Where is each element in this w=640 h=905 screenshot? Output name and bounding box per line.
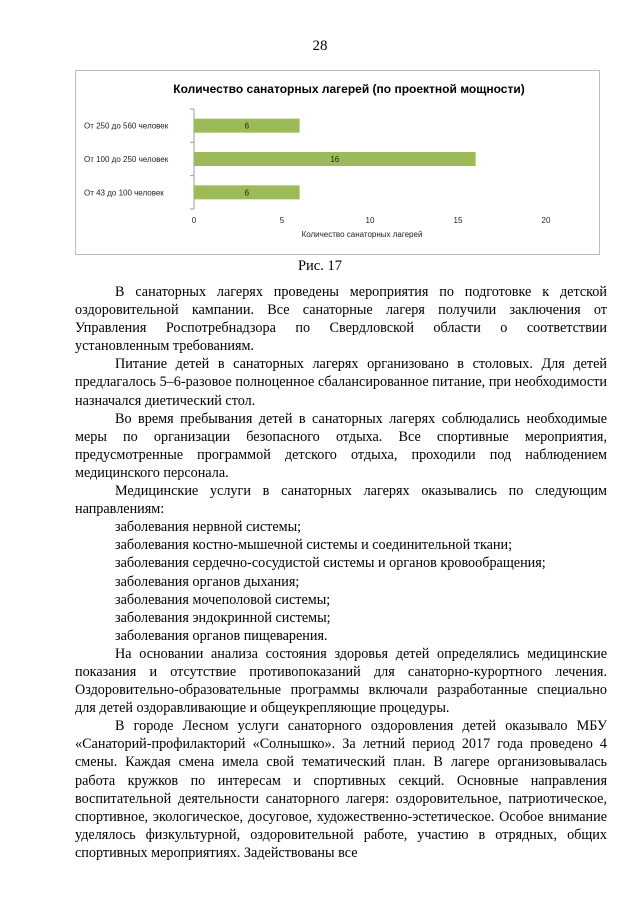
paragraph: Медицинские услуги в санаторных лагерях оказывались по следующим направлениям:	[75, 483, 607, 518]
paragraph: В городе Лесном услуги санаторного оздоровления детей оказывало МБУ «Санаторий-профилакторий «Солнышко». За летний период 2017 года проведено 4 смены. Каждая смена имела свой тематический план. В лагере организовывалась работа кружков по интересам и спортивных секций. Основные направления воспитательной деятельности санаторного лагеря: оздоровительное, патриотическое, спортивное, экологическое, досуговое, художественно-эстетическое. Особое внимание уделялось физкультурной, оздоровительной работе, участию в отрядных, общих спортивных мероприятиях. Задействованы все	[75, 718, 607, 861]
list-item: заболевания органов дыхания;	[115, 573, 300, 590]
paragraph: Во время пребывания детей в санаторных лагерях соблюдались необходимые меры по организации безопасного отдыха. Все спортивные мероприятия, предусмотренные программой детского отдыха, проходили под наблюдением медицинского персонала.	[75, 410, 607, 481]
data-label: 6	[244, 188, 250, 198]
list-item: заболевания костно-мышечной системы и соединительной ткани;	[115, 537, 513, 554]
paragraph: В санаторных лагерях проведены мероприятия по подготовке к детской оздоровительной кампании. Все санаторные лагеря получили заключения от Управления Роспотребнадзора по Свердловской области о соответствии установленным требованиям.	[75, 284, 607, 355]
chart-frame	[75, 70, 600, 255]
list-item: заболевания сердечно-сосудистой системы и органов кровообращения;	[115, 555, 546, 572]
directions-list	[75, 518, 607, 645]
x-axis-label: Количество санаторных лагерей	[301, 230, 423, 239]
list-item: заболевания мочеполовой системы;	[115, 591, 331, 608]
x-tick-label: 20	[541, 216, 551, 225]
category-label: От 100 до 250 человек	[84, 155, 169, 164]
x-tick-label: 5	[279, 216, 285, 225]
x-tick-label: 15	[453, 216, 463, 225]
figure-caption: Рис. 17	[297, 258, 342, 274]
data-label: 6	[244, 121, 250, 131]
x-tick-label: 0	[191, 216, 197, 225]
list-item: заболевания эндокринной системы;	[115, 609, 331, 626]
bar-chart	[76, 71, 599, 254]
data-label: 16	[330, 155, 340, 164]
paragraph: На основании анализа состояния здоровья детей определялись медицинские показания и отсутствие противопоказаний для санаторно-курортного лечения. Оздоровительно-образовательные программы включали разработанные специально для детей оздоравливающие и общеукрепляющие процедуры.	[75, 645, 607, 717]
page-number: 28	[312, 38, 328, 54]
x-tick-label: 10	[365, 216, 375, 225]
chart-title: Количество санаторных лагерей (по проектной мощности)	[173, 82, 525, 96]
paragraph: Питание детей в санаторных лагерях организовано в столовых. Для детей предлагалось 5–6-разовое полноценное сбалансированное питание, при необходимости назначался диетический стол.	[75, 356, 607, 409]
body-text	[75, 283, 607, 862]
category-label: От 43 до 100 человек	[84, 188, 164, 198]
category-label: От 250 до 560 человек	[84, 121, 169, 131]
list-item: заболевания органов пищеварения.	[115, 627, 328, 644]
list-item: заболевания нервной системы;	[115, 519, 302, 536]
